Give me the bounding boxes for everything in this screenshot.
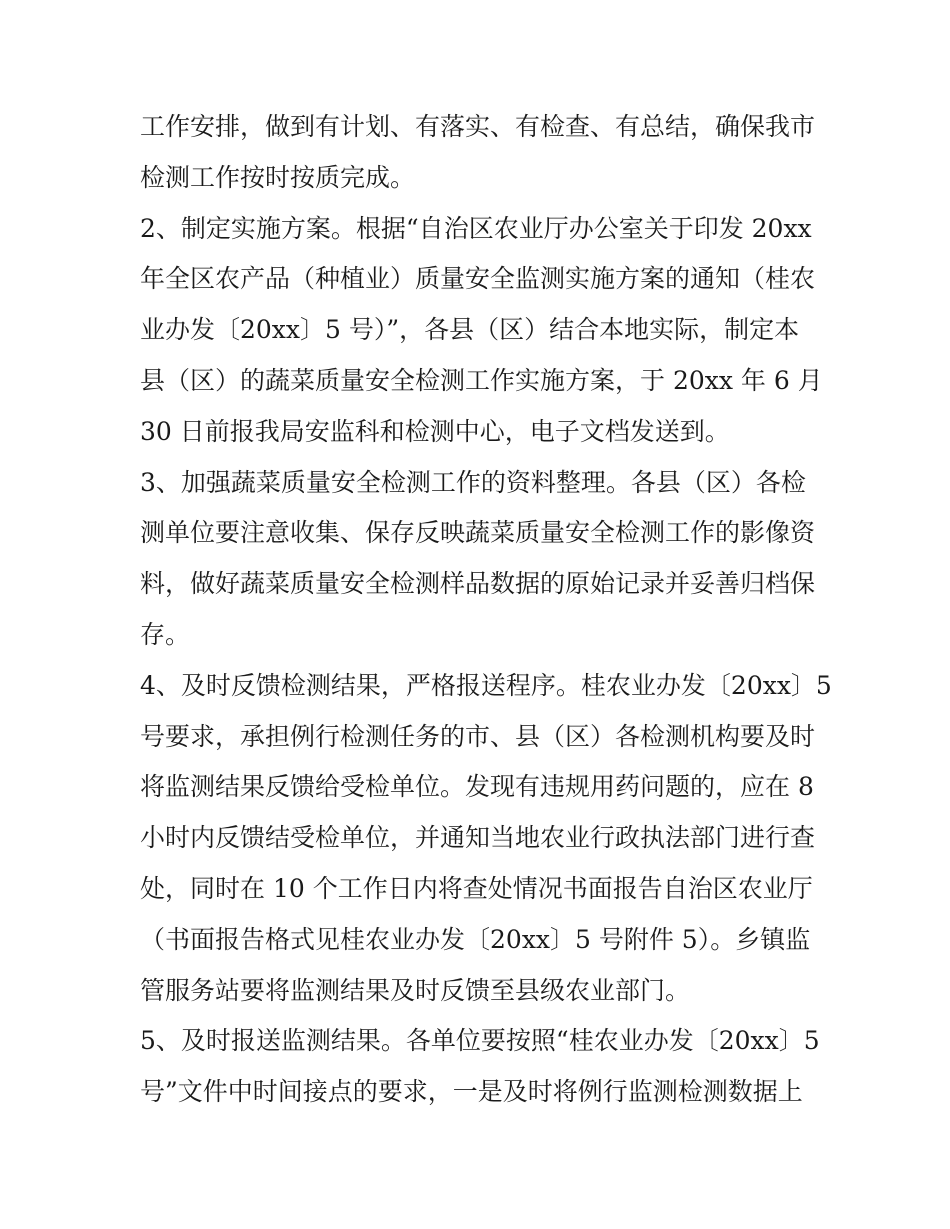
text-line: 管服务站要将监测结果及时反馈至县级农业部门。 <box>140 975 691 1005</box>
text-line: 县（区）的蔬菜质量安全检测工作实施方案，于 20xx 年 6 月 <box>140 365 823 395</box>
text-line: （书面报告格式见桂农业办发〔20xx〕5 号附件 5）。乡镇监 <box>140 924 811 954</box>
body-text <box>140 102 832 1118</box>
text-line: 工作安排，做到有计划、有落实、有检查、有总结，确保我市 <box>140 112 816 141</box>
text-line: 年全区农产品（种植业）质量安全监测实施方案的通知（桂农 <box>140 264 816 294</box>
text-line: 30 日前报我局安监科和检测中心，电子文档发送到。 <box>140 416 730 446</box>
text-line: 检测工作按时按质完成。 <box>140 162 416 192</box>
text-line: 料，做好蔬菜质量安全检测样品数据的原始记录并妥善归档保 <box>140 569 816 599</box>
text-line: 将监测结果反馈给受检单位。发现有违规用药问题的，应在 8 <box>140 772 814 802</box>
text-line: 测单位要注意收集、保存反映蔬菜质量安全检测工作的影像资 <box>140 518 816 548</box>
text-line: 2、制定实施方案。根据“自治区农业厅办公室关于印发 20xx <box>140 213 812 243</box>
text-line: 处，同时在 10 个工作日内将查处情况书面报告自治区农业厅 <box>140 873 813 903</box>
text-line: 小时内反馈结受检单位，并通知当地农业行政执法部门进行查 <box>140 823 816 853</box>
text-line: 5、及时报送监测结果。各单位要按照“桂农业办发〔20xx〕5 <box>140 1026 820 1056</box>
text-line: 号”文件中时间接点的要求，一是及时将例行监测检测数据上 <box>140 1077 803 1107</box>
text-line: 存。 <box>140 619 191 649</box>
text-line: 业办发〔20xx〕5 号）”，各县（区）结合本地实际，制定本 <box>140 315 800 345</box>
text-line: 4、及时反馈检测结果，严格报送程序。桂农业办发〔20xx〕5 <box>140 670 832 700</box>
text-line: 3、加强蔬菜质量安全检测工作的资料整理。各县（区）各检 <box>140 467 806 497</box>
text-line: 号要求，承担例行检测任务的市、县（区）各检测机构要及时 <box>140 721 816 751</box>
